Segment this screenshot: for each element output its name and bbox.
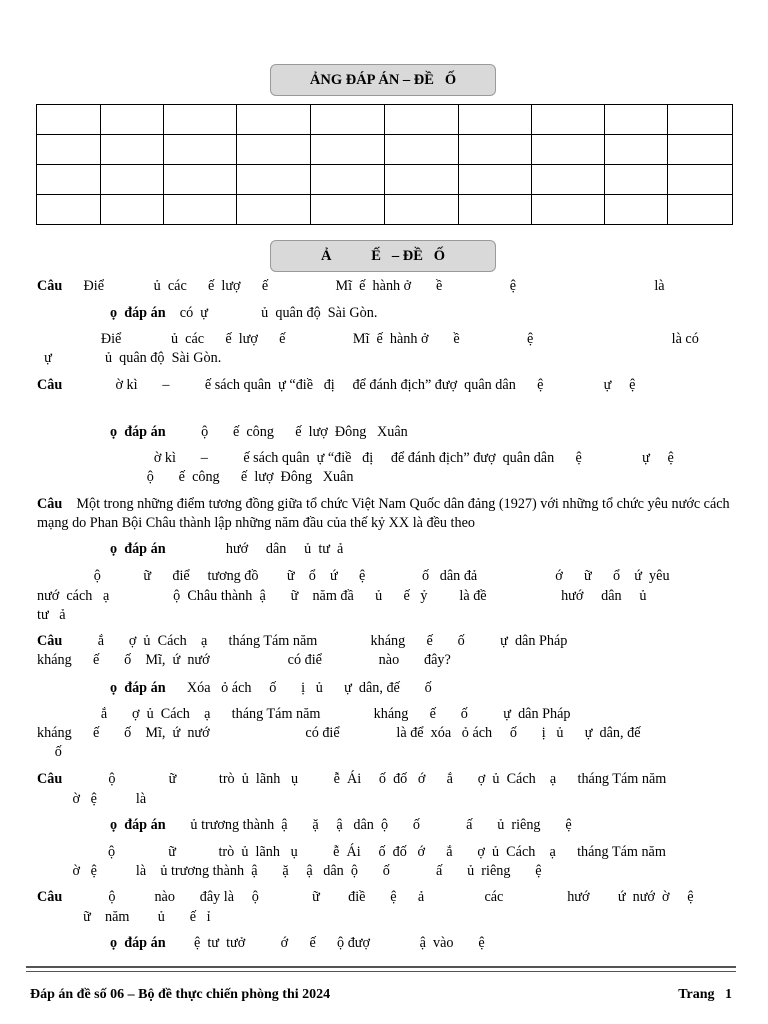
answer-text: ộ ế công ế lượ Đông Xuân [165,424,408,440]
answer-grid-cell [237,105,311,135]
answer-text: Xóa ỏ ách ố ị ủ ự dân, đế ố [165,680,432,696]
answer-grid-cell [532,165,605,195]
answer-grid-cell [311,165,385,195]
explain-line: ộ ữ trò ủ lãnh ụ ễ Ái ố đố ớ ắ ợ ủ Cách ạ tháng Tám năm [37,844,666,860]
answer-grid-row [37,105,733,135]
answer-grid-cell [311,105,385,135]
answer-label: ọ đáp án [110,541,166,557]
answer-grid-row [37,135,733,165]
question-label: Câu [37,278,63,294]
footer-title: Đáp án đề số 06 – Bộ đề thực chiến phòng thi 2024 [30,987,331,1002]
answer-grid-cell [532,135,605,165]
question-6 [37,888,733,907]
answer-grid-cell [311,135,385,165]
explain-line: tư ả [37,607,66,623]
question-5 [37,770,733,789]
answer-6 [37,934,733,953]
answer-label: ọ đáp án [110,680,166,696]
question-label: Câu [37,633,63,649]
answer-text: hướ dân ủ tư ả [165,541,344,557]
answer-grid-cell [668,135,733,165]
question-1 [37,277,733,296]
answer-text: có ự ủ quân độ Sài Gòn. [165,305,378,321]
answer-grid-cell [668,105,733,135]
answer-grid-cell [311,195,385,225]
answer-grid-cell [237,195,311,225]
answer-label: ọ đáp án [110,424,166,440]
answer-label: ọ đáp án [110,817,166,833]
answer-grid-cell [164,105,237,135]
answer-grid-cell [605,105,668,135]
answer-grid-row [37,195,733,225]
answer-grid-row [37,165,733,195]
explain-line: ố [37,744,62,760]
question-label: Câu [37,377,63,393]
answer-grid-cell [37,135,101,165]
question-text: ộ nào đây là ộ ữ điề ệ ả các hướ ứ nướ ờ ệ [62,889,694,905]
answer-grid-cell [37,165,101,195]
answer-text: ệ tư tưở ớ ế ộ đượ ậ vào ệ [165,935,485,951]
answer-label: ọ đáp án [110,305,166,321]
question-text: Một trong những điểm tương đồng giữa tổ chức Việt Nam Quốc dân đảng (1927) với những tổ chức yêu nước cách mạng do Phan Bội Châu thành lập những năm đầu của thế kỷ XX là đều theo [37,496,734,531]
answer-grid-cell [101,165,164,195]
answer-grid-cell [605,165,668,195]
question-text-line-2: kháng ế ố Mĩ, ứ nướ có điể nào đây? [37,652,451,668]
answer-grid-cell [459,135,532,165]
question-label: Câu [37,771,63,787]
answer-grid-cell [605,135,668,165]
answer-grid-cell [668,165,733,195]
answer-4 [37,679,733,698]
answer-1 [37,304,733,323]
answer-grid-cell [237,135,311,165]
answer-3 [37,540,733,559]
answer-grid-cell [385,165,459,195]
answer-grid-cell [532,195,605,225]
answer-grid-cell [37,195,101,225]
footer-divider [26,966,736,968]
answer-text: ủ trương thành ậ ặ ậ dân ộ ố ấ ủ riêng ệ [165,817,572,833]
explain-line: ắ ợ ủ Cách ạ tháng Tám năm kháng ế ố ự dân Pháp [37,706,571,722]
question-2 [37,376,733,395]
explain-line: ờ ệ là ủ trương thành ậ ặ ậ dân ộ ố ấ ủ riêng ệ [37,863,542,879]
question-label: Câu [37,889,63,905]
answer-grid-cell [101,135,164,165]
answer-grid-cell [385,135,459,165]
explain-line: ự ủ quân độ Sài Gòn. [37,350,222,366]
answer-grid-cell [37,105,101,135]
question-4 [37,632,733,651]
question-text: ắ ợ ủ Cách ạ tháng Tám năm kháng ế ố ự dân Pháp [62,633,568,649]
answer-2 [37,423,733,442]
question-text: ộ ữ trò ủ lãnh ụ ễ Ái ố đố ớ ắ ợ ủ Cách ạ tháng Tám năm [62,771,667,787]
question-3 [37,495,733,533]
explain-line: Điể ủ các ế lượ ế Mĩ ế hành ở ề ệ là có [37,331,699,347]
question-label: Câu [37,496,63,512]
explain-line: nướ cách ạ ộ Châu thành ậ ữ năm đầ ủ ế ỷ là đề hướ dân ủ [37,588,647,604]
answer-grid-cell [532,105,605,135]
explain-line: ộ ế công ế lượ Đông Xuân [90,469,354,485]
answer-sheet-title: ẢNG ĐÁP ÁN – ĐỀ Ố [270,64,496,96]
answer-grid-cell [385,195,459,225]
answer-grid-cell [164,135,237,165]
question-text: ờ kì – ế sách quân ự “điề đị để đánh địch” đượ quân dân ệ ự ệ [62,377,636,393]
answer-grid-cell [164,165,237,195]
answer-grid-cell [668,195,733,225]
answer-grid-cell [101,195,164,225]
explain-line: ộ ữ điể tương đồ ữ ổ ứ ệ ố dân đả ớ ữ ổ ứ yêu [37,568,670,584]
answer-grid [36,104,733,225]
explain-line: kháng ế ố Mĩ, ứ nướ có điể là để xóa ỏ ách ố ị ủ ự dân, đế [37,725,641,741]
footer-divider [26,971,736,972]
solution-title: Ả Ế – ĐỀ Ố [270,240,496,272]
answer-grid-cell [237,165,311,195]
answer-5 [37,816,733,835]
answer-label: ọ đáp án [110,935,166,951]
explain-line: ờ kì – ế sách quân ự “điề đị để đánh địch” đượ quân dân ệ ự ệ [90,450,674,466]
answer-grid-cell [385,105,459,135]
page-number: Trang 1 [678,987,732,1002]
question-text: Điể ủ các ế lượ ế Mĩ ế hành ở ề ệ là [62,278,665,294]
answer-grid-cell [459,165,532,195]
question-text-line-2: ữ năm ủ ế ỉ [37,909,211,925]
answer-grid-cell [164,195,237,225]
answer-grid-cell [605,195,668,225]
answer-grid-cell [101,105,164,135]
question-text-line-2: ờ ệ là [37,791,147,807]
answer-grid-cell [459,195,532,225]
answer-grid-cell [459,105,532,135]
